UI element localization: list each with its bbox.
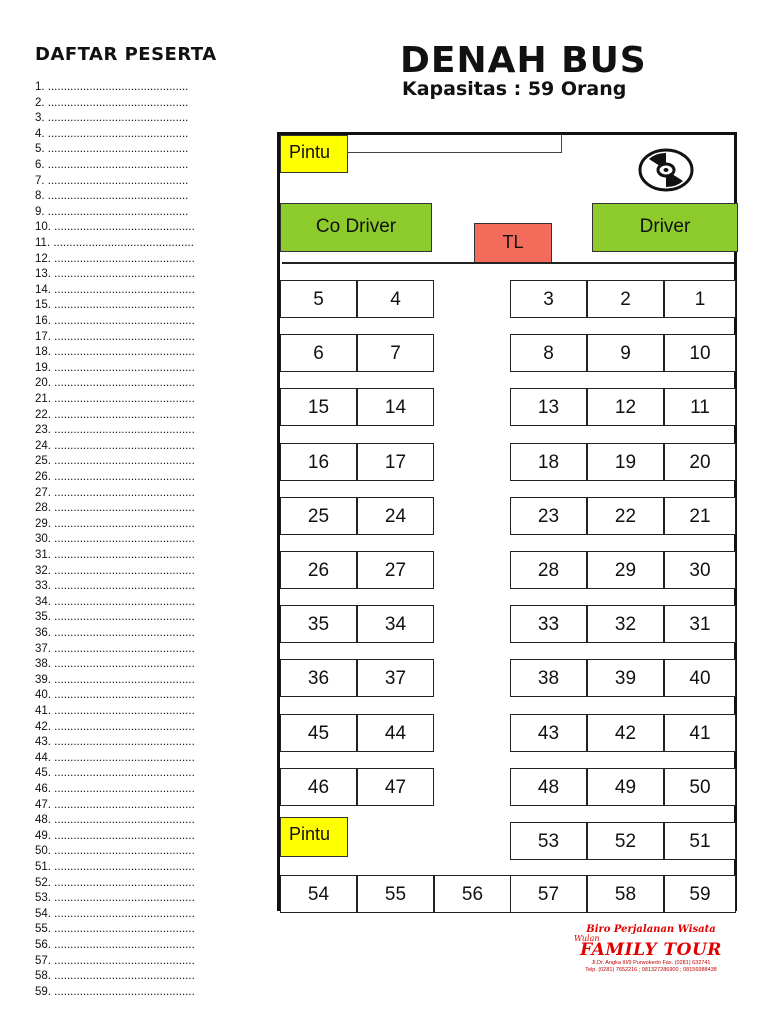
seat-41: 41 <box>664 714 736 752</box>
participant-line: 39. ............................................ <box>35 673 195 686</box>
participant-line: 58. ............................................ <box>35 970 195 983</box>
participant-line: 20. ............................................ <box>35 377 195 390</box>
participant-line: 50. ............................................ <box>35 845 195 858</box>
seat-55: 55 <box>357 875 434 913</box>
logo-phone: Telp. (0281) 7652216 ; 081327286900 ; 08156988438 <box>585 967 717 973</box>
seat-37: 37 <box>357 659 434 697</box>
participant-line: 44. ............................................ <box>35 751 195 764</box>
participant-line: 48. ............................................ <box>35 814 195 827</box>
seat-51: 51 <box>664 822 736 860</box>
seat-14: 14 <box>357 388 434 426</box>
participant-line: 46. ............................................ <box>35 783 195 795</box>
seat-38: 38 <box>510 659 587 697</box>
participant-line: 10. ............................................ <box>35 221 195 234</box>
seat-16: 16 <box>280 443 357 481</box>
seat-31: 31 <box>664 605 736 643</box>
logo-tagline: Biro Perjalanan Wisata <box>586 924 716 935</box>
seat-46: 46 <box>280 768 357 806</box>
participant-line: 12. ............................................ <box>35 252 195 265</box>
seat-23: 23 <box>510 497 587 535</box>
seat-7: 7 <box>357 334 434 372</box>
seat-27: 27 <box>357 551 434 589</box>
seat-54: 54 <box>280 875 357 913</box>
seat-20: 20 <box>664 443 736 481</box>
seat-52: 52 <box>587 822 664 860</box>
participant-line: 2. ............................................ <box>35 96 189 109</box>
participant-line: 21. ............................................ <box>35 393 195 405</box>
participant-line: 19. ............................................ <box>35 361 195 374</box>
participant-line: 31. ............................................ <box>35 549 195 561</box>
seat-26: 26 <box>280 551 357 589</box>
seat-8: 8 <box>510 334 587 372</box>
participant-line: 27. ............................................ <box>35 486 195 499</box>
participant-line: 38. ............................................ <box>35 658 195 671</box>
seat-59: 59 <box>664 875 736 913</box>
seat-33: 33 <box>510 605 587 643</box>
seat-24: 24 <box>357 497 434 535</box>
participant-line: 5. ............................................ <box>35 143 189 156</box>
participant-line: 51. ............................................ <box>35 861 195 873</box>
seat-56: 56 <box>434 875 511 913</box>
participant-line: 7. ............................................ <box>35 174 189 187</box>
seat-15: 15 <box>280 388 357 426</box>
seat-49: 49 <box>587 768 664 806</box>
seat-50: 50 <box>664 768 736 806</box>
participant-line: 9. ............................................ <box>35 205 189 218</box>
seat-47: 47 <box>357 768 434 806</box>
seat-39: 39 <box>587 659 664 697</box>
logo-script-text: Wulan <box>574 934 600 943</box>
driver-area: Driver <box>592 203 738 252</box>
seat-40: 40 <box>664 659 736 697</box>
participant-line: 30. ............................................ <box>35 533 195 546</box>
seat-22: 22 <box>587 497 664 535</box>
participant-list-title: DAFTAR PESERTA <box>35 44 217 65</box>
participant-line: 55. ............................................ <box>35 923 195 936</box>
seat-5: 5 <box>280 280 357 318</box>
participant-line: 47. ............................................ <box>35 798 195 811</box>
seat-11: 11 <box>664 388 736 426</box>
seat-48: 48 <box>510 768 587 806</box>
co-driver-area: Co Driver <box>280 203 432 252</box>
page-title: DENAH BUS <box>400 40 647 81</box>
participant-line: 36. ............................................ <box>35 627 195 639</box>
participant-line: 54. ............................................ <box>35 907 195 920</box>
seat-21: 21 <box>664 497 736 535</box>
seat-36: 36 <box>280 659 357 697</box>
capacity-subtitle: Kapasitas : 59 Orang <box>402 78 627 100</box>
cd-disc-icon <box>635 145 697 195</box>
participant-line: 23. ............................................ <box>35 424 195 437</box>
participant-line: 17. ............................................ <box>35 330 195 343</box>
seat-1: 1 <box>664 280 736 318</box>
front-door-label: Pintu <box>280 135 348 173</box>
seat-44: 44 <box>357 714 434 752</box>
participant-line: 3. ............................................ <box>35 112 189 125</box>
seat-45: 45 <box>280 714 357 752</box>
participant-line: 42. ............................................ <box>35 720 195 733</box>
seat-43: 43 <box>510 714 587 752</box>
participant-line: 1. ............................................ <box>35 81 189 93</box>
seat-4: 4 <box>357 280 434 318</box>
participant-line: 4. ............................................ <box>35 127 189 140</box>
seat-18: 18 <box>510 443 587 481</box>
seat-58: 58 <box>587 875 664 913</box>
seat-9: 9 <box>587 334 664 372</box>
seat-17: 17 <box>357 443 434 481</box>
participant-line: 56. ............................................ <box>35 939 195 951</box>
seat-32: 32 <box>587 605 664 643</box>
participant-line: 18. ............................................ <box>35 346 195 359</box>
participant-line: 11. ............................................ <box>35 237 194 249</box>
participant-line: 8. ............................................ <box>35 190 189 203</box>
seat-28: 28 <box>510 551 587 589</box>
tour-leader-seat: TL <box>474 223 552 264</box>
seat-3: 3 <box>510 280 587 318</box>
logo-brand-name: FAMILY TOUR <box>580 940 722 960</box>
participant-line: 41. ............................................ <box>35 705 195 717</box>
participant-line: 35. ............................................ <box>35 611 195 624</box>
door-strip <box>347 135 562 153</box>
participant-line: 26. ............................................ <box>35 471 195 483</box>
seat-34: 34 <box>357 605 434 643</box>
participant-line: 25. ............................................ <box>35 455 195 468</box>
seat-30: 30 <box>664 551 736 589</box>
participant-line: 32. ............................................ <box>35 564 195 577</box>
participant-line: 24. ............................................ <box>35 439 195 452</box>
participant-line: 43. ............................................ <box>35 736 195 749</box>
seat-13: 13 <box>510 388 587 426</box>
participant-line: 13. ............................................ <box>35 268 195 281</box>
participant-line: 53. ............................................ <box>35 892 195 905</box>
bus-floor-plan <box>277 132 737 911</box>
participant-line: 16. ............................................ <box>35 315 195 327</box>
participant-line: 34. ............................................ <box>35 595 195 608</box>
seat-2: 2 <box>587 280 664 318</box>
seat-35: 35 <box>280 605 357 643</box>
participant-line: 49. ............................................ <box>35 829 195 842</box>
participant-line: 57. ............................................ <box>35 954 195 967</box>
participant-line: 15. ............................................ <box>35 299 195 312</box>
logo-address: Jl.Dr. Angka III/9 Purwokerto Fax. (0281) 632741 <box>591 960 711 966</box>
participant-line: 45. ............................................ <box>35 767 195 780</box>
seat-57: 57 <box>510 875 587 913</box>
seat-53: 53 <box>510 822 587 860</box>
seat-10: 10 <box>664 334 736 372</box>
seat-6: 6 <box>280 334 357 372</box>
participant-line: 40. ............................................ <box>35 689 195 702</box>
seat-19: 19 <box>587 443 664 481</box>
participant-line: 37. ............................................ <box>35 642 195 655</box>
seat-25: 25 <box>280 497 357 535</box>
travel-agency-logo <box>566 924 736 978</box>
participant-line: 6. ............................................ <box>35 159 189 171</box>
seat-29: 29 <box>587 551 664 589</box>
participant-line: 28. ............................................ <box>35 502 195 515</box>
seat-42: 42 <box>587 714 664 752</box>
participant-line: 33. ............................................ <box>35 580 195 593</box>
participant-line: 52. ............................................ <box>35 876 195 889</box>
seat-12: 12 <box>587 388 664 426</box>
participant-line: 59. ............................................ <box>35 985 195 998</box>
participant-line: 14. ............................................ <box>35 283 195 296</box>
rear-door-label: Pintu <box>280 817 348 857</box>
participant-line: 22. ............................................ <box>35 408 195 421</box>
participant-line: 29. ............................................ <box>35 517 195 530</box>
front-divider-line <box>282 262 734 264</box>
